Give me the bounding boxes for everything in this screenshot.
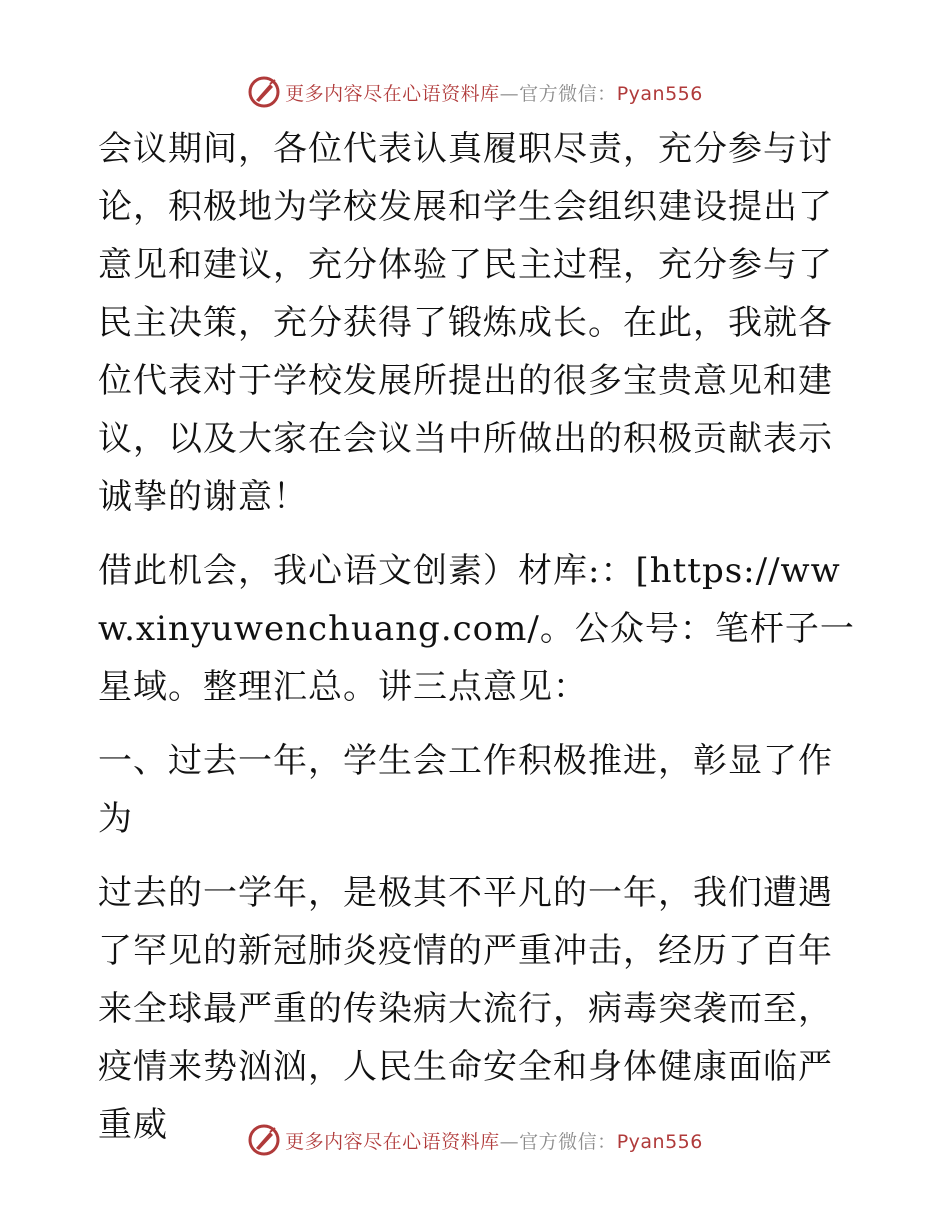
watermark-wechat-label: 官方微信： bbox=[519, 82, 617, 105]
watermark-wechat-id: Pyan556 bbox=[616, 1130, 703, 1153]
section-heading-1: 一、过去一年，学生会工作积极推进，彰显了作为 bbox=[98, 741, 833, 839]
document-body bbox=[98, 120, 858, 1154]
watermark-dash: — bbox=[499, 82, 520, 105]
footer-watermark bbox=[0, 1120, 950, 1160]
quill-logo-icon bbox=[247, 1123, 281, 1157]
watermark-slogan: 更多内容尽在心语资料库 bbox=[285, 1130, 500, 1153]
watermark-slogan: 更多内容尽在心语资料库 bbox=[285, 82, 500, 105]
paragraph-3: 过去的一学年，是极其不平凡的一年，我们遭遇了罕见的新冠肺炎疫情的严重冲击，经历了百年来全球最严重的传染病大流行，病毒突袭而至，疫情来势汹汹，人民生命安全和身体健康面临严重威 bbox=[98, 873, 833, 1145]
watermark-text bbox=[285, 79, 703, 106]
header-watermark bbox=[0, 72, 950, 112]
watermark-wechat-id: Pyan556 bbox=[616, 82, 703, 105]
paragraph-2: 借此机会，我心语文创素）材库:：[https://www.xinyuwenchuang.com/。公众号：笔杆子一星域。整理汇总。讲三点意见： bbox=[98, 551, 855, 707]
watermark-text bbox=[285, 1127, 703, 1154]
watermark-dash: — bbox=[499, 1130, 520, 1153]
quill-logo-icon bbox=[247, 75, 281, 109]
watermark-wechat-label: 官方微信： bbox=[519, 1130, 617, 1153]
paragraph-1: 会议期间，各位代表认真履职尽责，充分参与讨论，积极地为学校发展和学生会组织建设提出了意见和建议，充分体验了民主过程，充分参与了民主决策，充分获得了锻炼成长。在此，我就各位代表对于学校发展所提出的很多宝贵意见和建议，以及大家在会议当中所做出的积极贡献表示诚挚的谢意！ bbox=[98, 129, 833, 517]
